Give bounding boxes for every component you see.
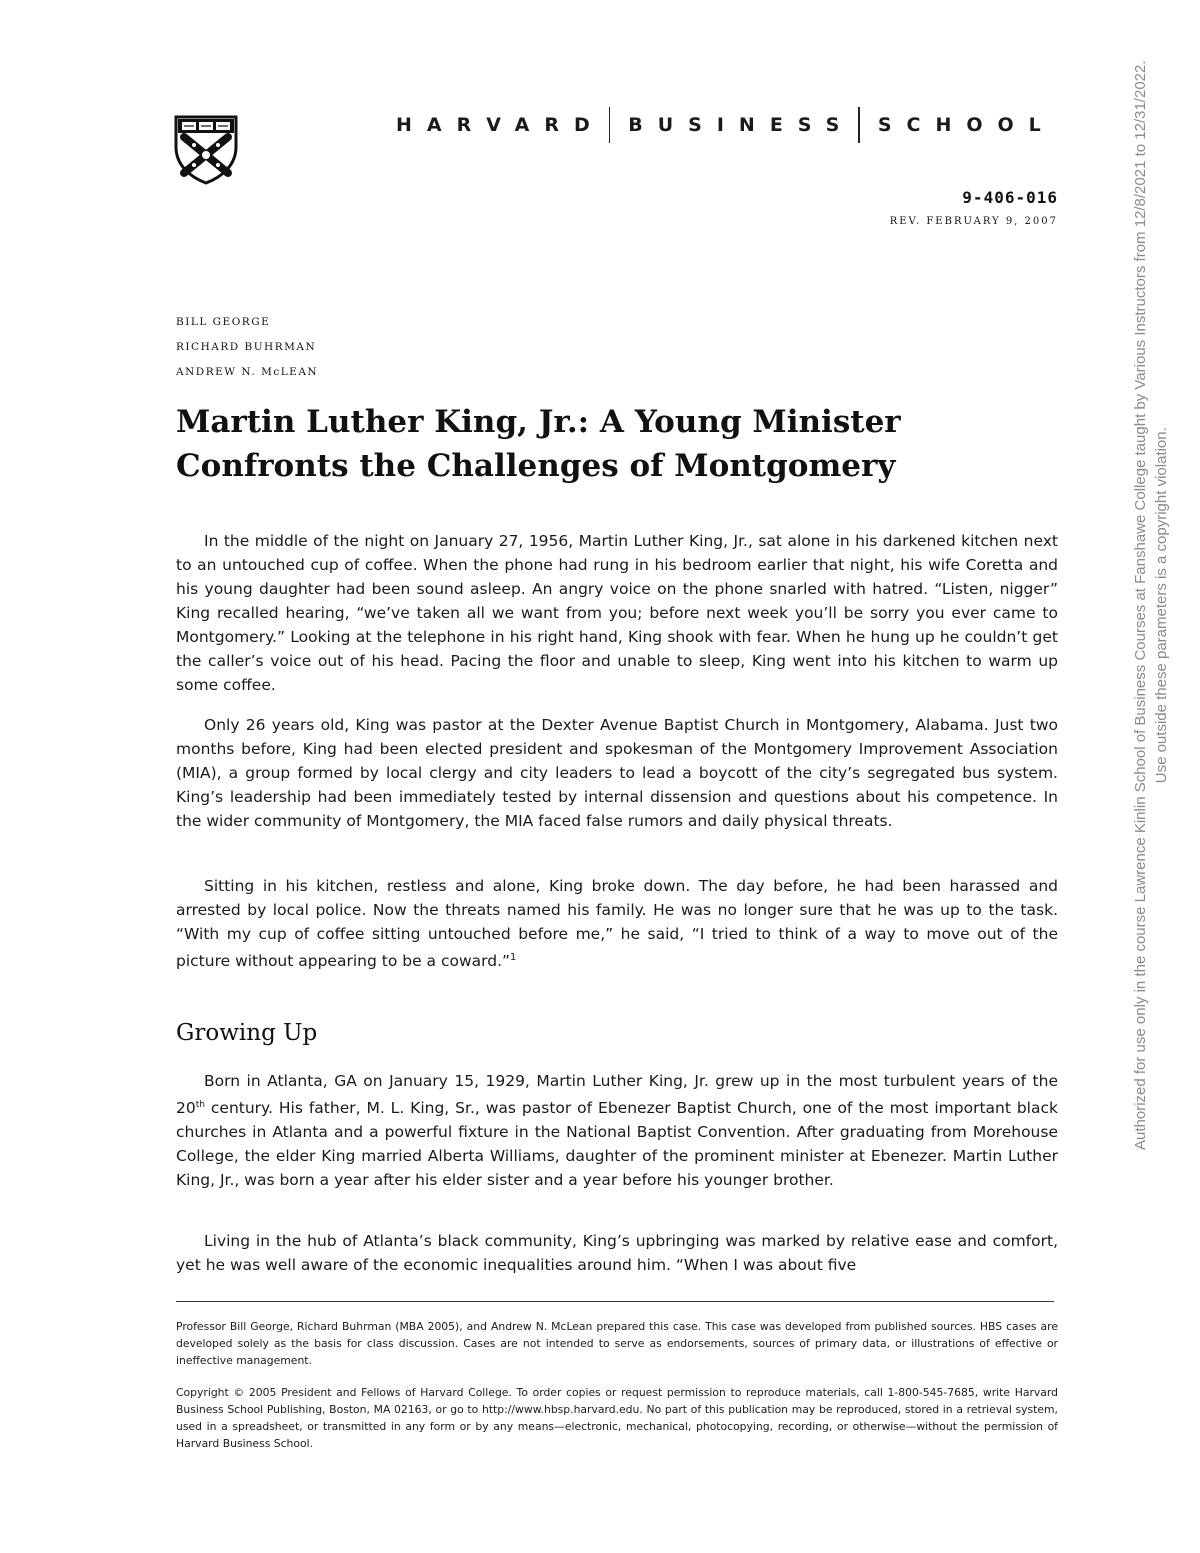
watermark-line: Use outside these parameters is a copyright violation. [1153, 427, 1170, 784]
paragraph-text: century. His father, M. L. King, Sr., was pastor of Ebenezer Baptist Church, one of the most important black churches in Atlanta and a powerful fixture in the National Baptist Convention. After graduating from Morehouse College, the elder King married Alberta Williams, daughter of the prominent minister at Ebenezer. Martin Luther King, Jr., was born a year after his elder sister and a year before his younger brother. [176, 1099, 1058, 1190]
footnote-divider [176, 1301, 1054, 1302]
header-divider [609, 107, 611, 143]
section-heading: Growing Up [176, 1020, 318, 1046]
header-divider [858, 107, 860, 143]
revision-date: REV. FEBRUARY 9, 2007 [889, 216, 1058, 227]
paragraph-text: Sitting in his kitchen, restless and alone, King broke down. The day before, he had been harassed and arrested by local police. Now the threats named his family. He was no longer sure that he was up to the task. “With my cup of coffee sitting untouched before me,” he said, “I tried to think of a way to move out of the picture without appearing to be a coward.” [176, 877, 1058, 971]
author-name: ANDREW N. McLEAN [176, 366, 319, 378]
institution-word-business: BUSINESS [628, 114, 855, 136]
body-paragraph [176, 1069, 1058, 1192]
case-title-line: Confronts the Challenges of Montgomery [176, 448, 896, 484]
preparation-note: Professor Bill George, Richard Buhrman (MBA 2005), and Andrew N. McLean prepared this case. This case was developed from published sources. HBS cases are developed solely as the basis for class discussion. Cases are not intended to serve as endorsements, sources of primary data, or illustrations of effective or ineffective management. [176, 1320, 1058, 1367]
institution-word-school: SCHOOL [877, 114, 1056, 136]
body-paragraph: Only 26 years old, King was pastor at the Dexter Avenue Baptist Church in Montgomery, Alabama. Just two months before, King had been elected president and spokesman of the Montgomery Improvement Association (MIA), a group formed by local clergy and city leaders to lead a boycott of the city’s segregated bus system. King’s leadership had been immediately tested by internal dissension and questions about his competence. In the wider community of Montgomery, the MIA faced false rumors and daily physical threats. [176, 716, 1058, 830]
paragraph-text: Born in Atlanta, GA on January 15, 1929, Martin Luther King, Jr. grew up in the most turbulent years of the 20 [176, 1072, 1058, 1118]
author-name: BILL GEORGE [176, 316, 271, 328]
author-list [176, 310, 318, 385]
body-paragraph [176, 874, 1058, 973]
body-paragraph: Living in the hub of Atlanta’s black community, King’s upbringing was marked by relative ease and comfort, yet he was well aware of the economic inequalities around him. “When I was about five [176, 1232, 1058, 1274]
body-paragraph: In the middle of the night on January 27, 1956, Martin Luther King, Jr., sat alone in his darkened kitchen next to an untouched cup of coffee. When the phone had rung in his bedroom earlier that night, his wife Coretta and his young daughter had been sound asleep. An angry voice on the phone snarled with hatred. “Listen, nigger” King recalled hearing, “we’ve taken all we want from you; before next week you’ll be sorry you ever came to Montgomery.” Looking at the telephone in his right hand, King shook with fear. When he hung up he couldn’t get the caller’s voice out of his head. Pacing the floor and unable to sleep, King went into his kitchen to warm up some coffee. [176, 532, 1058, 694]
case-number: 9-406-016 [962, 188, 1058, 207]
institution-word-harvard: HARVARD [396, 114, 605, 136]
case-title [176, 400, 1056, 488]
case-title-line: Martin Luther King, Jr.: A Young Minister [176, 404, 901, 440]
watermark-line: Authorized for use only in the course Lawrence Kinlin School of Business Courses at Fanshawe College taught by Various Instructors from 12/8/2021 to 12/31/2022. [1132, 60, 1149, 1150]
harvard-shield-icon [172, 113, 240, 185]
author-name: RICHARD BUHRMAN [176, 341, 317, 353]
authorization-watermark [1131, 60, 1172, 1150]
superscript-text: th [195, 1100, 205, 1110]
institution-header [396, 108, 1058, 142]
footnote-reference: 1 [510, 952, 517, 963]
copyright-notice: Copyright © 2005 President and Fellows of Harvard College. To order copies or request permission to reproduce materials, call 1-800-545-7685, write Harvard Business School Publishing, Boston, MA 02163, or go to http://www.hbsp.harvard.edu. No part of this publication may be reproduced, stored in a retrieval system, used in a spreadsheet, or transmitted in any form or by any means—electronic, mechanical, photocopying, recording, or otherwise—without the permission of Harvard Business School. [176, 1386, 1058, 1450]
